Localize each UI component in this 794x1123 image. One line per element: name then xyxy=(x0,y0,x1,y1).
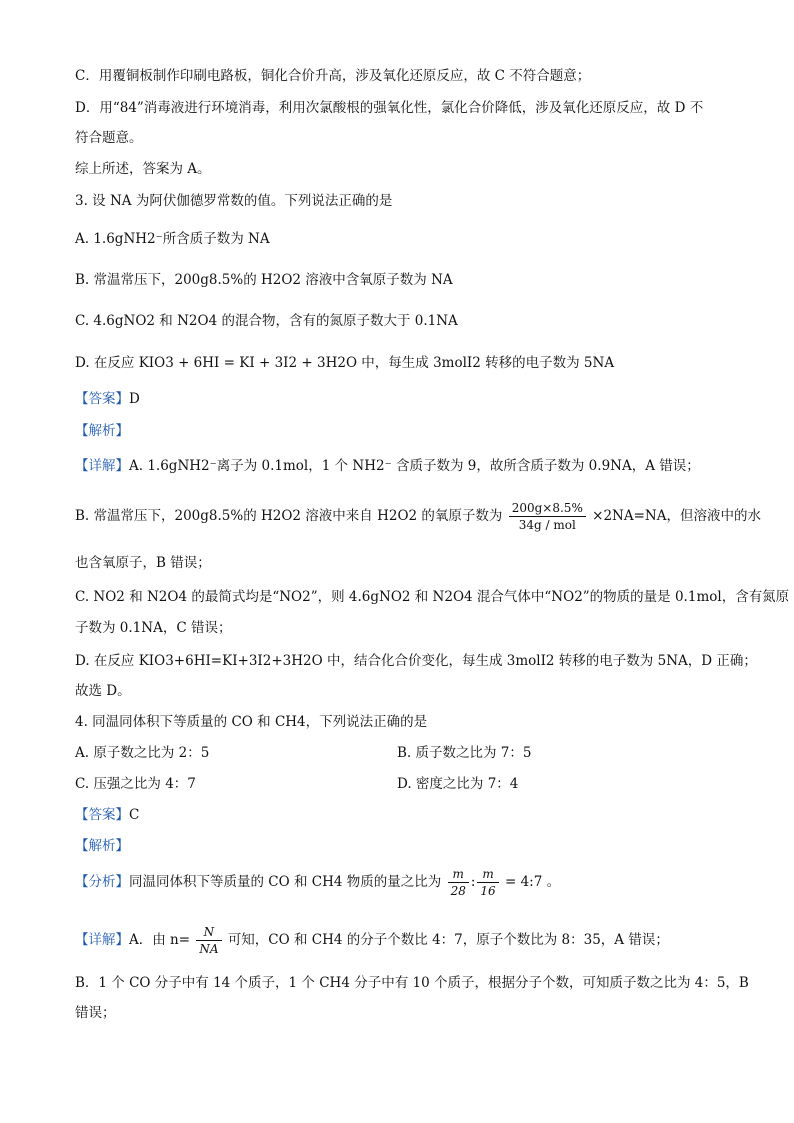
q4-fenxi-numerator-1: m xyxy=(448,866,469,883)
q4-answer-value: C xyxy=(129,807,140,823)
q4-detail-a-numerator: N xyxy=(196,924,221,941)
q4-fenxi-row xyxy=(75,866,734,899)
q3-detail-b-numerator: 200g×8.5% xyxy=(509,500,586,517)
q3-detail-b-row xyxy=(75,500,761,533)
q4-option-b: B. 质子数之比为 7：5 xyxy=(397,745,532,761)
q3-detail-c-line2: 子数为 0.1NA，C 错误； xyxy=(75,620,232,636)
q3-answer-tag: 【答案】 xyxy=(75,391,129,407)
q3-detail-a-row xyxy=(75,456,734,476)
q3-option-c: C. 4.6gNO2 和 N2O4 的混合物，含有的氮原子数大于 0.1NA xyxy=(75,313,458,329)
summary-line: 综上所述，答案为 A。 xyxy=(75,161,211,177)
q4-fenxi-fraction-1 xyxy=(448,866,469,899)
q3-answer-row xyxy=(75,389,734,409)
q4-detail-a-row xyxy=(75,924,734,957)
q3-option-b: B. 常温常压下，200g8.5%的 H2O2 溶液中含氧原子数为 NA xyxy=(75,272,453,288)
q4-detail-b-line1: B．1 个 CO 分子中有 14 个质子，1 个 CH4 分子中有 10 个质子，根据分子个数，可知质子数之比为 4：5，B xyxy=(75,975,749,991)
q4-stem: 4. 同温同体积下等质量的 CO 和 CH4，下列说法正确的是 xyxy=(75,714,428,730)
q4-fenxi-tag: 【分析】 xyxy=(75,874,129,890)
q4-analysis-row xyxy=(75,836,734,856)
q3-analysis-row xyxy=(75,421,734,441)
q4-fenxi-denominator-2: 16 xyxy=(480,884,496,898)
q3-detail-tag: 【详解】 xyxy=(75,458,129,474)
q4-detail-tag: 【详解】 xyxy=(75,932,129,948)
q3-detail-b-fraction xyxy=(509,500,586,533)
option-d-explanation-line1: D．用“84”消毒液进行环境消毒，利用次氯酸根的强氧化性，氯化合价降低，涉及氧化还原反应，故 D 不 xyxy=(75,100,704,116)
q4-detail-a-pre: A．由 n= xyxy=(129,932,191,948)
q4-option-d: D. 密度之比为 7：4 xyxy=(397,776,519,792)
q4-detail-b-line2: 错误； xyxy=(75,1005,116,1021)
q3-detail-b-pre: B. 常温常压下，200g8.5%的 H2O2 溶液中来自 H2O2 的氧原子数为 xyxy=(75,508,503,524)
q4-option-a: A. 原子数之比为 2：5 xyxy=(75,745,210,761)
q3-analysis-tag: 【解析】 xyxy=(75,423,129,439)
q3-detail-d: D. 在反应 KIO3+6HI=KI+3I2+3H2O 中，结合化合价变化，每生成 3molI2 转移的电子数为 5NA，D 正确； xyxy=(75,653,757,669)
q4-fenxi-denominator-1: 28 xyxy=(450,884,466,898)
q3-choose: 故选 D。 xyxy=(75,683,131,699)
option-d-explanation-line2: 符合题意。 xyxy=(75,130,143,146)
q4-detail-a-denominator: NA xyxy=(199,942,219,956)
q4-answer-tag: 【答案】 xyxy=(75,807,129,823)
q4-fenxi-separator: : xyxy=(470,874,476,890)
q4-detail-a-post: 可知，CO 和 CH4 的分子个数比 4：7，原子个数比为 8：35，A 错误； xyxy=(227,932,669,948)
q3-answer-value: D xyxy=(129,391,140,407)
q4-option-c: C. 压强之比为 4：7 xyxy=(75,776,196,792)
q3-option-a: A. 1.6gNH2⁻所含质子数为 NA xyxy=(75,231,270,247)
q4-fenxi-numerator-2: m xyxy=(477,866,498,883)
q4-fenxi-fraction-2 xyxy=(477,866,498,899)
q4-fenxi-pre: 同温同体积下等质量的 CO 和 CH4 物质的量之比为 xyxy=(129,874,442,890)
q3-option-d: D. 在反应 KIO3 + 6HI = KI + 3I2 + 3H2O 中，每生成 3molI2 转移的电子数为 5NA xyxy=(75,355,615,371)
q4-detail-a-fraction xyxy=(196,924,221,957)
q3-detail-b-denominator: 34g / mol xyxy=(518,518,576,532)
q3-detail-b-line2: 也含氧原子，B 错误； xyxy=(75,555,211,571)
q3-detail-b-post: ×2NA=NA，但溶液中的水 xyxy=(592,508,761,524)
q4-fenxi-post: = 4:7 。 xyxy=(504,874,561,890)
q3-detail-c-line1: C. NO2 和 N2O4 的最简式均是“NO2”，则 4.6gNO2 和 N2O4 混合气体中“NO2”的物质的量是 0.1mol，含有氮原 xyxy=(75,589,790,605)
q3-detail-a: A. 1.6gNH2⁻离子为 0.1mol，1 个 NH2⁻ 含质子数为 9，故所含质子数为 0.9NA，A 错误； xyxy=(129,458,700,474)
option-c-explanation: C．用覆铜板制作印刷电路板，铜化合价升高，涉及氧化还原反应，故 C 不符合题意； xyxy=(75,68,591,84)
q4-analysis-tag: 【解析】 xyxy=(75,838,129,854)
q3-stem: 3. 设 NA 为阿伏伽德罗常数的值。下列说法正确的是 xyxy=(75,193,393,209)
q4-answer-row xyxy=(75,805,734,825)
